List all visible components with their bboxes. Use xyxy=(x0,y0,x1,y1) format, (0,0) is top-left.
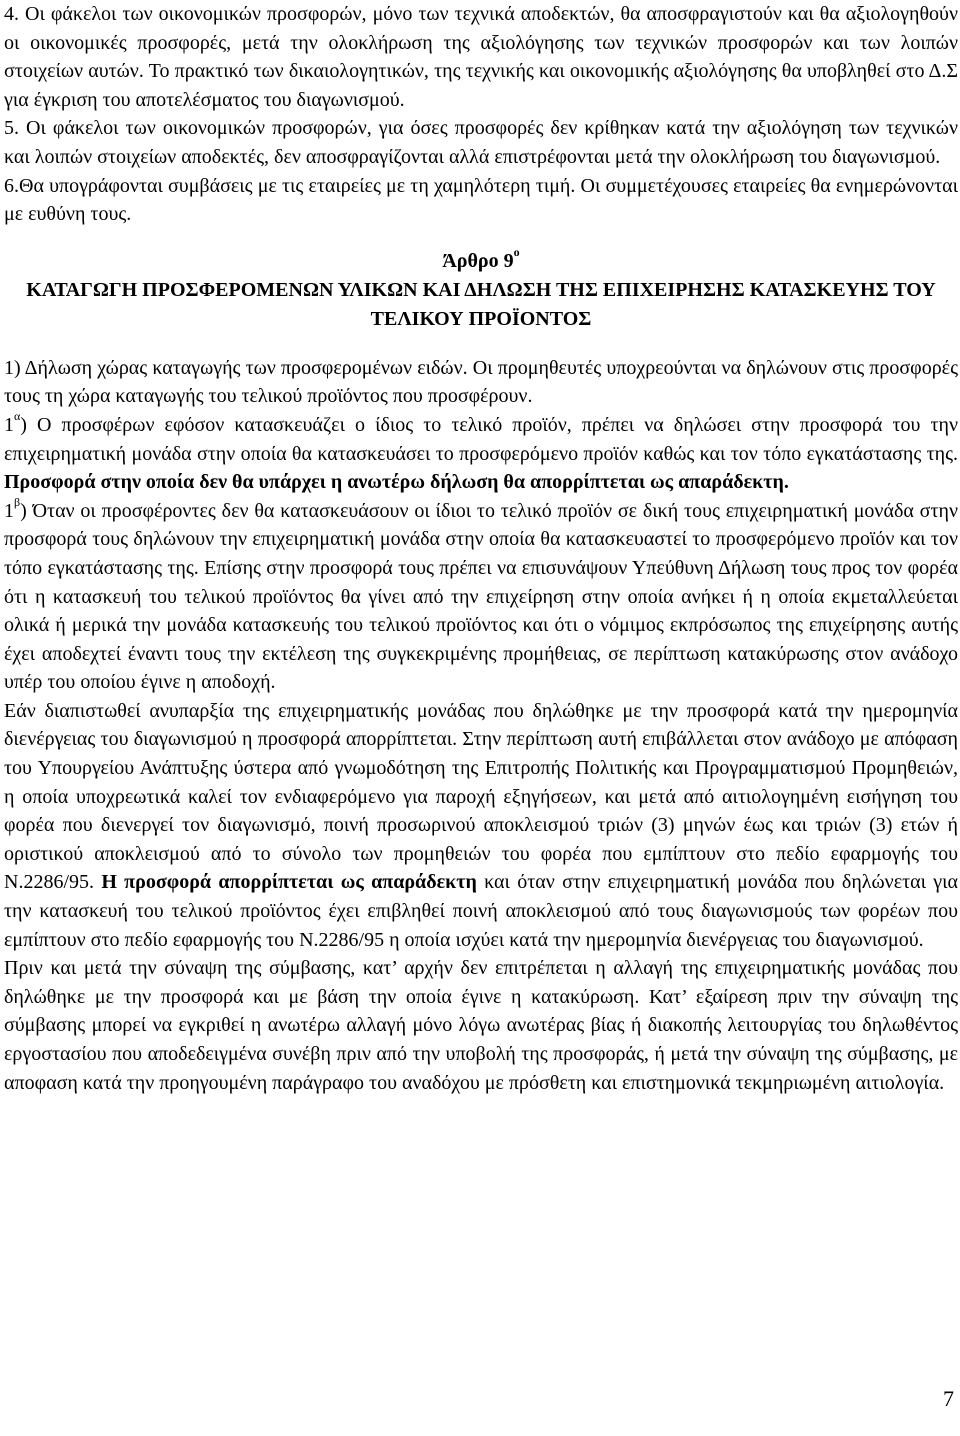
paragraph-4: 4. Οι φάκελοι των οικονομικών προσφορών, μόνο των τεχνικά αποδεκτών, θα αποσφραγιστούν και θα αξιολογηθούν οι οικονομικές προσφορές, μετά την ολοκλήρωση της αξιολόγησης των τεχνικών προσφορών και των λοιπών στοιχείων αυτών. Το πρακτικό των δικαιολογητικών, της τεχνικής και οικονομικής αξιολόγησης θα υποβληθεί στο Δ.Σ για έγκριση του αποτελέσματος του διαγωνισμού. xyxy=(4,3,958,111)
paragraph-5: 5. Οι φάκελοι των οικονομικών προσφορών, για όσες προσφορές δεν κρίθηκαν κατά την αξιολόγηση των τεχνικών και λοιπών στοιχείων αποδεκτές, δεν αποσφραγίζονται αλλά επιστρέφονται μετά την ολοκλήρωση του διαγωνισμού. xyxy=(4,117,958,168)
paragraph-absence-tail: και όταν στην επιχειρηματική μονάδα που δηλώνεται για την κατασκευή του τελικού προϊόντος έχει επιβληθεί ποινή αποκλεισμού από τους διαγωνισμούς των φορέων που εμπίπτουν στο πεδίο εφαρμογής του Ν.2286/95 η οποία ισχύει κατά την ημερομηνία διενέργειας του διαγωνισμού. xyxy=(4,871,958,951)
article-number xyxy=(4,247,958,276)
paragraph-absence-bold-text: Η προσφορά απορρίπτεται ως απαράδεκτη xyxy=(101,871,477,894)
section-1a-text: ) Ο προσφέρων εφόσον κατασκευάζει ο ίδιος το τελικό προϊόν, πρέπει να δηλώσει στην προσφορά του την επιχειρηματική μονάδα στην οποία θα κατασκευάσει το προσφερόμενο προϊόν καθώς και τον τόπο εγκατάστασης της. xyxy=(4,413,958,465)
section-1b xyxy=(4,497,958,697)
page-number: 7 xyxy=(943,1386,954,1411)
paragraph-6: 6.Θα υπογράφονται συμβάσεις με τις εταιρείες με τη χαμηλότερη τιμή. Οι συμμετέχουσες εταιρείες θα ενημερώνονται με ευθύνη τους. xyxy=(4,174,958,226)
article-title: ΚΑΤΑΓΩΓΗ ΠΡΟΣΦΕΡΟΜΕΝΩΝ ΥΛΙΚΩΝ ΚΑΙ ΔΗΛΩΣΗ ΤΗΣ ΕΠΙΧΕΙΡΗΣΗΣ ΚΑΤΑΣΚΕΥΗΣ ΤΟΥ ΤΕΛΙΚΟΥ ΠΡΟΪΟΝΤΟΣ xyxy=(26,278,936,330)
section-1: 1) Δήλωση χώρας καταγωγής των προσφερομένων ειδών. Οι προμηθευτές υποχρεούνται να δηλώνουν στις προσφορές τους τη χώρα καταγωγής του τελικού προϊόντος που προσφέρουν. xyxy=(4,356,958,408)
section-1a xyxy=(4,411,958,497)
document-page xyxy=(4,0,958,1097)
section-1a-superscript: α xyxy=(14,409,21,424)
article-superscript: ο xyxy=(513,245,520,260)
section-1b-number: 1 xyxy=(4,499,14,522)
paragraph-absence xyxy=(4,697,958,954)
article-heading xyxy=(4,247,958,334)
paragraph-absence-text: Εάν διαπιστωθεί ανυπαρξία της επιχειρηματικής μονάδας που δηλώθηκε με την προσφορά κατά την ημερομηνία διενέργειας του διαγωνισμού η προσφορά απορρίπτεται. Στην περίπτωση αυτή επιβάλλεται στον ανάδοχο με απόφαση του Υπουργείου Ανάπτυξης ύστερα από γνωμοδότηση της Επιτροπής Πολιτικής και Προγραμματισμού Προμηθειών, η οποία υποχρεωτικά καλεί τον ενδιαφερόμενο για παροχή εξηγήσεων, και μετά από αιτιολογημένη εισήγηση του φορέα που διενεργεί τον διαγωνισμό, ποινή προσωρινού αποκλεισμού τριών (3) μηνών έως και τριών (3) ετών ή οριστικού αποκλεισμού από το σύνολο των προμηθειών του φορέα που εμπίπτουν στο πεδίο εφαρμογής του Ν.2286/95. xyxy=(4,699,958,894)
section-1a-number: 1 xyxy=(4,413,14,436)
section-1a-bold-text: Προσφορά στην οποία δεν θα υπάρχει η ανωτέρω δήλωση θα απορρίπτεται ως απαράδεκτη. xyxy=(4,471,789,494)
paragraph-change: Πριν και μετά την σύναψη της σύμβασης, κατ’ αρχήν δεν επιτρέπεται η αλλαγή της επιχειρηματικής μονάδας που δηλώθηκε με την προσφορά και με βάση την οποία έγινε η κατακύρωση. Κατ’ εξαίρεση πριν την σύναψη της σύμβασης μπορεί να εγκριθεί η ανωτέρω αλλαγή μόνο λόγω ανωτέρας βίας ή διακοπής λειτουργίας του δηλωθέντος εργοστασίου που αποδεδειγμένα συνέβη πριν από την υποβολή της προσφοράς, ή μετά την σύναψη της σύμβασης, με αποφαση κατά την προηγουμένη παράγραφο του αναδόχου με πρόσθετη και επιστημονικά τεκμηριωμένη αιτιολογία. xyxy=(4,957,958,1094)
article-label: Άρθρο 9 xyxy=(442,249,514,272)
section-1b-text: ) Όταν οι προσφέροντες δεν θα κατασκευάσουν οι ίδιοι το τελικό προϊόν σε δική τους επιχειρηματική μονάδα στην προσφορά τους δηλώνουν την επιχειρηματική μονάδα στην οποία θα κατασκευαστεί το προσφερόμενο προϊόν και τον τόπο εγκατάστασης της. Επίσης στην προσφορά τους πρέπει να επισυνάψουν Υπεύθυνη Δήλωση τους προς τον φορέα ότι η κατασκευή του τελικού προϊόντος θα γίνει από την επιχείρηση στην οποία ανήκει ή η οποία εκμεταλλεύεται ολικά ή μερικά την μονάδα κατασκευής του τελικού προϊόντος και ότι ο νόμιμος εκπρόσωπος της επιχείρησης αυτής έχει αποδεχτεί έναντι τους την εκτέλεση της συγκεκριμένης προμήθειας, σε περίπτωση κατακύρωσης στον ανάδοχο υπέρ του οποίου έγινε η αποδοχή. xyxy=(4,499,958,694)
section-1b-superscript: β xyxy=(14,495,21,510)
